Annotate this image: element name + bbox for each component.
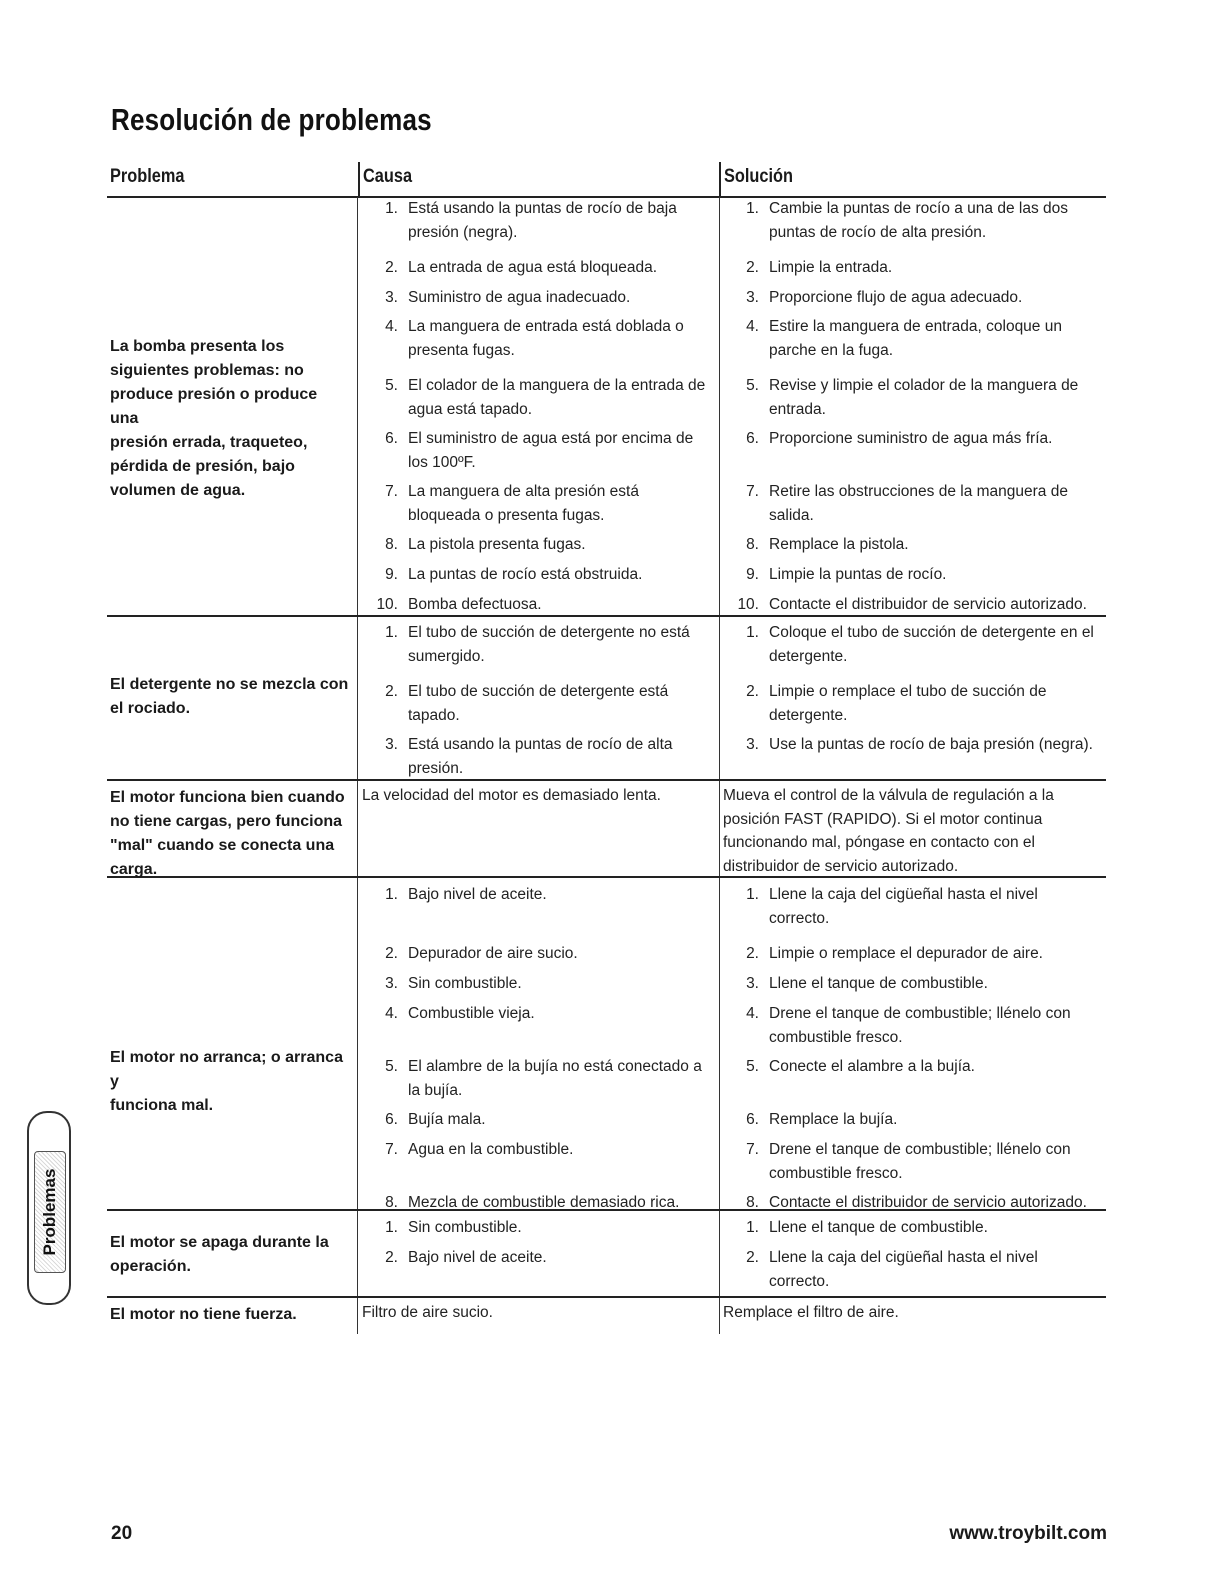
solution-line: Revise y limpie el colador de la manguera de bbox=[769, 377, 1079, 394]
solution-line: correcto. bbox=[769, 909, 830, 927]
cause-text bbox=[362, 784, 712, 808]
cause-number: 7. bbox=[385, 483, 398, 500]
solution-line: salida. bbox=[769, 506, 814, 524]
cause-text bbox=[408, 1002, 535, 1026]
problem-line: funciona mal. bbox=[110, 1097, 214, 1114]
cause-text bbox=[408, 733, 673, 780]
cause-number: 8. bbox=[385, 536, 398, 553]
cause-text bbox=[408, 942, 578, 966]
column-divider bbox=[357, 781, 358, 878]
solution-line: Limpie o remplace el depurador de aire. bbox=[769, 945, 1043, 962]
cause-line: El alambre de la bujía no está conectado a bbox=[408, 1058, 702, 1075]
solution-text bbox=[769, 972, 988, 996]
solution-line: funcionando mal, póngase en contacto con el bbox=[723, 834, 1035, 851]
cause-text bbox=[408, 256, 657, 280]
solution-line: Remplace la pistola. bbox=[769, 536, 909, 553]
cause-number: 3. bbox=[385, 975, 398, 992]
cause-text bbox=[408, 593, 542, 617]
problem-line: El motor se apaga durante la bbox=[110, 1234, 329, 1251]
solution-text bbox=[769, 480, 1068, 527]
solution-line: Limpie la entrada. bbox=[769, 259, 893, 276]
solution-text bbox=[769, 1108, 897, 1132]
side-tab bbox=[27, 1111, 71, 1305]
cause-text bbox=[362, 1301, 712, 1325]
column-divider bbox=[357, 617, 358, 781]
cause-line: La entrada de agua está bloqueada. bbox=[408, 259, 658, 276]
cause-line: Bajo nivel de aceite. bbox=[408, 886, 547, 903]
solution-number: 3. bbox=[746, 975, 759, 992]
cause-text bbox=[408, 1138, 573, 1162]
solution-number: 1. bbox=[746, 624, 759, 641]
cause-number: 7. bbox=[385, 1141, 398, 1158]
cause-line: tapado. bbox=[408, 706, 460, 724]
solution-text bbox=[769, 593, 1087, 617]
solution-line: Llene el tanque de combustible. bbox=[769, 1219, 988, 1236]
cause-line: agua está tapado. bbox=[408, 400, 533, 418]
solution-number: 2. bbox=[746, 259, 759, 276]
solution-line: Estire la manguera de entrada, coloque un bbox=[769, 318, 1062, 335]
problem-text bbox=[110, 335, 350, 503]
solution-line: Llene el tanque de combustible. bbox=[769, 975, 988, 992]
solution-line: combustible fresco. bbox=[769, 1164, 903, 1182]
problem-line: El motor no arranca; o arranca y bbox=[110, 1049, 343, 1090]
cause-number: 10. bbox=[376, 596, 398, 613]
solution-line: Proporcione flujo de agua adecuado. bbox=[769, 289, 1023, 306]
header-solution: Solución bbox=[719, 162, 804, 196]
solution-line: Conecte el alambre a la bujía. bbox=[769, 1058, 975, 1075]
cause-line: Está usando la puntas de rocío de alta bbox=[408, 736, 673, 753]
solution-text bbox=[769, 427, 1052, 451]
cause-line: La velocidad del motor es demasiado lenta. bbox=[362, 787, 661, 804]
cause-line: presión. bbox=[408, 759, 464, 777]
solution-number: 5. bbox=[746, 1058, 759, 1075]
solution-line: detergente. bbox=[769, 706, 848, 724]
cause-number: 6. bbox=[385, 430, 398, 447]
cause-line: Bujía mala. bbox=[408, 1111, 486, 1128]
solution-line: Llene la caja del cigüeñal hasta el nivel bbox=[769, 886, 1038, 903]
cause-text bbox=[408, 621, 690, 668]
solution-text bbox=[769, 315, 1062, 362]
solution-number: 8. bbox=[746, 1194, 759, 1211]
solution-text bbox=[769, 1138, 1071, 1185]
problem-line: La bomba presenta los bbox=[110, 338, 285, 355]
cause-text bbox=[408, 480, 639, 527]
cause-line: la bujía. bbox=[408, 1081, 463, 1099]
cause-line: los 100ºF. bbox=[408, 453, 476, 471]
solution-text bbox=[723, 784, 1103, 878]
cause-text bbox=[408, 286, 630, 310]
solution-text bbox=[769, 1055, 975, 1079]
solution-number: 8. bbox=[746, 536, 759, 553]
table-header bbox=[107, 162, 1106, 196]
cause-number: 3. bbox=[385, 736, 398, 753]
cause-number: 1. bbox=[385, 624, 398, 641]
cause-number: 8. bbox=[385, 1194, 398, 1211]
cause-line: La puntas de rocío está obstruida. bbox=[408, 566, 643, 583]
problem-text bbox=[110, 1303, 350, 1327]
solution-text bbox=[769, 563, 947, 587]
solution-line: correcto. bbox=[769, 1272, 830, 1290]
footer-url: www.troybilt.com bbox=[949, 1523, 1107, 1544]
solution-number: 3. bbox=[746, 736, 759, 753]
cause-line: Filtro de aire sucio. bbox=[362, 1304, 493, 1321]
solution-line: parche en la fuga. bbox=[769, 341, 894, 359]
problem-text bbox=[110, 1046, 350, 1118]
cause-text bbox=[408, 563, 642, 587]
side-tab-label: Problemas bbox=[40, 1168, 59, 1256]
solution-line: Cambie la puntas de rocío a una de las dos bbox=[769, 200, 1068, 217]
cause-line: Suministro de agua inadecuado. bbox=[408, 289, 631, 306]
solution-line: Llene la caja del cigüeñal hasta el nivel bbox=[769, 1249, 1038, 1266]
cause-line: La manguera de alta presión está bbox=[408, 483, 639, 500]
header-cause: Causa bbox=[358, 162, 420, 196]
problem-line: El detergente no se mezcla con bbox=[110, 676, 349, 693]
problem-line: no tiene cargas, pero funciona bbox=[110, 813, 343, 830]
cause-line: Combustible vieja. bbox=[408, 1005, 535, 1022]
solution-text bbox=[769, 883, 1038, 930]
solution-number: 2. bbox=[746, 683, 759, 700]
solution-text bbox=[723, 1301, 1103, 1325]
cause-line: Bomba defectuosa. bbox=[408, 596, 542, 613]
solution-line: combustible fresco. bbox=[769, 1028, 903, 1046]
solution-line: Mueva el control de la válvula de regulación a la bbox=[723, 787, 1054, 804]
solution-line: posición FAST (RAPIDO). Si el motor continua bbox=[723, 810, 1043, 828]
solution-text bbox=[769, 256, 892, 280]
cause-line: Sin combustible. bbox=[408, 1219, 522, 1236]
solution-number: 2. bbox=[746, 1249, 759, 1266]
solution-line: detergente. bbox=[769, 647, 848, 665]
column-divider bbox=[357, 878, 358, 1211]
solution-number: 5. bbox=[746, 377, 759, 394]
cause-text bbox=[408, 197, 677, 244]
problem-line: el rociado. bbox=[110, 700, 191, 717]
cause-line: El suministro de agua está por encima de bbox=[408, 430, 694, 447]
problem-line: volumen de agua. bbox=[110, 482, 246, 499]
table-section bbox=[107, 197, 1106, 617]
page-title: Resolución de problemas bbox=[111, 102, 432, 137]
cause-text bbox=[408, 1216, 522, 1240]
column-divider bbox=[357, 1211, 358, 1298]
solution-text bbox=[769, 1216, 988, 1240]
cause-line: Agua en la combustible. bbox=[408, 1141, 574, 1158]
solution-text bbox=[769, 533, 909, 557]
cause-text bbox=[408, 883, 547, 907]
cause-line: Depurador de aire sucio. bbox=[408, 945, 578, 962]
cause-line: presenta fugas. bbox=[408, 341, 515, 359]
cause-text bbox=[408, 374, 705, 421]
cause-line: Está usando la puntas de rocío de baja bbox=[408, 200, 677, 217]
problem-line: siguientes problemas: no bbox=[110, 362, 304, 379]
cause-number: 1. bbox=[385, 200, 398, 217]
cause-number: 2. bbox=[385, 259, 398, 276]
cause-number: 4. bbox=[385, 1005, 398, 1022]
page-number: 20 bbox=[111, 1523, 133, 1544]
cause-text bbox=[408, 680, 668, 727]
solution-text bbox=[769, 374, 1078, 421]
cause-line: El colador de la manguera de la entrada de bbox=[408, 377, 706, 394]
cause-line: La manguera de entrada está doblada o bbox=[408, 318, 684, 335]
problem-line: El motor funciona bien cuando bbox=[110, 789, 345, 806]
column-divider bbox=[719, 781, 720, 878]
solution-text bbox=[769, 680, 1046, 727]
solution-number: 7. bbox=[746, 483, 759, 500]
solution-number: 7. bbox=[746, 1141, 759, 1158]
solution-number: 4. bbox=[746, 318, 759, 335]
problem-line: operación. bbox=[110, 1258, 191, 1275]
solution-line: Contacte el distribuidor de servicio autorizado. bbox=[769, 1194, 1087, 1211]
table-section bbox=[107, 1211, 1106, 1298]
table-section bbox=[107, 617, 1106, 781]
problem-line: pérdida de presión, bajo bbox=[110, 458, 295, 475]
column-divider bbox=[357, 197, 358, 617]
solution-text bbox=[769, 286, 1022, 310]
solution-text bbox=[769, 942, 1043, 966]
cause-number: 2. bbox=[385, 945, 398, 962]
cause-line: sumergido. bbox=[408, 647, 485, 665]
header-problem: Problema bbox=[110, 166, 185, 187]
solution-line: puntas de rocío de alta presión. bbox=[769, 223, 987, 241]
cause-text bbox=[408, 1108, 486, 1132]
solution-number: 6. bbox=[746, 1111, 759, 1128]
cause-text bbox=[408, 972, 522, 996]
cause-line: El tubo de succión de detergente está bbox=[408, 683, 669, 700]
column-divider bbox=[719, 878, 720, 1211]
column-divider bbox=[719, 1298, 720, 1334]
solution-line: Proporcione suministro de agua más fría. bbox=[769, 430, 1053, 447]
solution-number: 9. bbox=[746, 566, 759, 583]
cause-text bbox=[408, 1055, 702, 1102]
column-divider bbox=[357, 1298, 358, 1334]
solution-line: Retire las obstrucciones de la manguera de bbox=[769, 483, 1068, 500]
solution-line: Limpie o remplace el tubo de succión de bbox=[769, 683, 1047, 700]
problem-line: "mal" cuando se conecta una bbox=[110, 837, 335, 854]
solution-number: 1. bbox=[746, 200, 759, 217]
column-divider bbox=[719, 1211, 720, 1298]
cause-text bbox=[408, 1246, 547, 1270]
cause-text bbox=[408, 427, 693, 474]
solution-number: 6. bbox=[746, 430, 759, 447]
table-section bbox=[107, 1298, 1106, 1334]
side-tab-pattern bbox=[34, 1151, 66, 1273]
solution-number: 1. bbox=[746, 886, 759, 903]
cause-line: presión (negra). bbox=[408, 223, 518, 241]
cause-number: 3. bbox=[385, 289, 398, 306]
problem-text bbox=[110, 673, 350, 721]
problem-text bbox=[110, 1231, 350, 1279]
solution-line: Limpie la puntas de rocío. bbox=[769, 566, 947, 583]
column-divider bbox=[719, 197, 720, 617]
problem-line: El motor no tiene fuerza. bbox=[110, 1306, 297, 1323]
table-section bbox=[107, 781, 1106, 878]
solution-text bbox=[769, 197, 1068, 244]
solution-line: Coloque el tubo de succión de detergente en el bbox=[769, 624, 1094, 641]
cause-number: 5. bbox=[385, 377, 398, 394]
solution-text bbox=[769, 733, 1093, 757]
solution-number: 10. bbox=[737, 596, 759, 613]
solution-number: 4. bbox=[746, 1005, 759, 1022]
solution-line: distribuidor de servicio autorizado. bbox=[723, 857, 959, 875]
problem-line: carga. bbox=[110, 861, 158, 878]
problem-text bbox=[110, 786, 350, 882]
cause-line: El tubo de succión de detergente no está bbox=[408, 624, 690, 641]
cause-text bbox=[408, 315, 684, 362]
cause-line: bloqueada o presenta fugas. bbox=[408, 506, 605, 524]
solution-text bbox=[769, 1246, 1038, 1293]
cause-line: Mezcla de combustible demasiado rica. bbox=[408, 1194, 680, 1211]
table-section bbox=[107, 878, 1106, 1211]
cause-number: 1. bbox=[385, 1219, 398, 1236]
solution-number: 3. bbox=[746, 289, 759, 306]
solution-line: Contacte el distribuidor de servicio autorizado. bbox=[769, 596, 1087, 613]
problem-line: presión errada, traqueteo, bbox=[110, 434, 308, 451]
solution-line: Remplace el filtro de aire. bbox=[723, 1304, 899, 1321]
cause-line: Sin combustible. bbox=[408, 975, 522, 992]
solution-line: Drene el tanque de combustible; llénelo con bbox=[769, 1141, 1071, 1158]
solution-text bbox=[769, 1002, 1071, 1049]
cause-number: 5. bbox=[385, 1058, 398, 1075]
cause-number: 1. bbox=[385, 886, 398, 903]
cause-line: Bajo nivel de aceite. bbox=[408, 1249, 547, 1266]
solution-number: 2. bbox=[746, 945, 759, 962]
cause-number: 2. bbox=[385, 683, 398, 700]
cause-number: 2. bbox=[385, 1249, 398, 1266]
solution-text bbox=[769, 621, 1094, 668]
cause-number: 9. bbox=[385, 566, 398, 583]
cause-number: 6. bbox=[385, 1111, 398, 1128]
solution-line: Use la puntas de rocío de baja presión (negra). bbox=[769, 736, 1093, 753]
solution-line: Drene el tanque de combustible; llénelo con bbox=[769, 1005, 1071, 1022]
solution-number: 1. bbox=[746, 1219, 759, 1236]
cause-number: 4. bbox=[385, 318, 398, 335]
solution-line: Remplace la bujía. bbox=[769, 1111, 898, 1128]
cause-text bbox=[408, 533, 586, 557]
solution-line: entrada. bbox=[769, 400, 826, 418]
column-divider bbox=[719, 617, 720, 781]
cause-line: La pistola presenta fugas. bbox=[408, 536, 586, 553]
problem-line: produce presión o produce una bbox=[110, 386, 318, 427]
